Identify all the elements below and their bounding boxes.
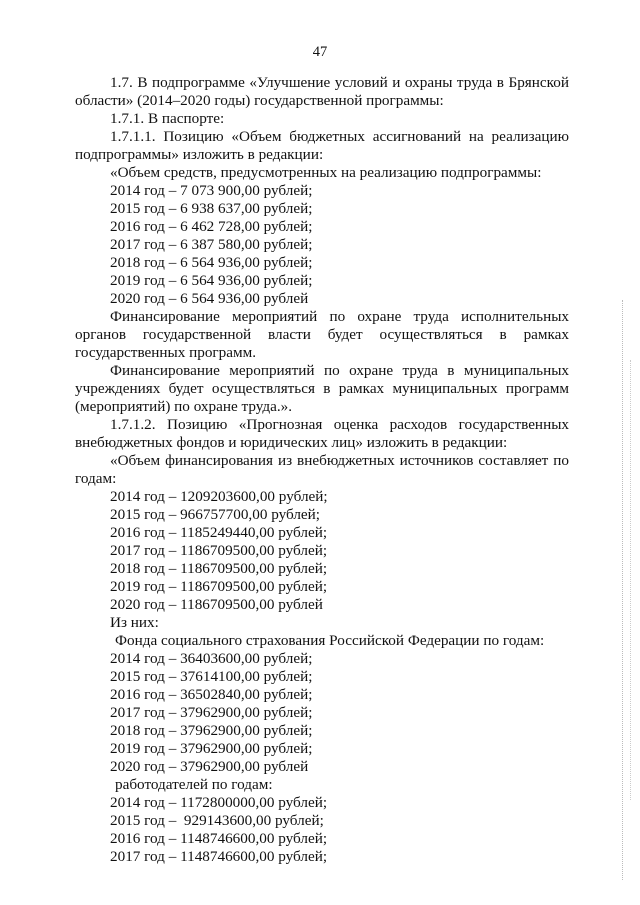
scan-edge-mark (630, 360, 631, 800)
list-item: 2019 год – 37962900,00 рублей; (110, 740, 313, 757)
list-item: 2019 год – 1186709500,00 рублей; (110, 578, 328, 595)
list-item: 2015 год – 966757700,00 рублей; (110, 506, 321, 523)
scan-edge-mark (622, 300, 623, 880)
list-item: 2020 год – 6 564 936,00 рублей (110, 290, 309, 307)
paragraph-line: Фонда социального страхования Российской Федерации по годам: (115, 632, 545, 649)
list-item: 2014 год – 1209203600,00 рублей; (110, 488, 328, 505)
page-number: 47 (312, 44, 328, 60)
paragraph-line: Финансирование мероприятий по охране труда исполнительных (110, 308, 569, 325)
paragraph-line: внебюджетных фондов и юридических лиц» изложить в редакции: (75, 434, 508, 451)
list-item: 2016 год – 1185249440,00 рублей; (110, 524, 328, 541)
list-item: 2014 год – 36403600,00 рублей; (110, 650, 313, 667)
list-item: 2017 год – 37962900,00 рублей; (110, 704, 313, 721)
paragraph-line: государственных программ. (75, 344, 257, 361)
list-item: 2015 год – 37614100,00 рублей; (110, 668, 313, 685)
list-item: 2019 год – 6 564 936,00 рублей; (110, 272, 313, 289)
list-item: 2014 год – 1172800000,00 рублей; (110, 794, 328, 811)
list-item: 2018 год – 6 564 936,00 рублей; (110, 254, 313, 271)
list-item: 2015 год – 6 938 637,00 рублей; (110, 200, 313, 217)
paragraph-line: годам: (75, 470, 117, 487)
paragraph-line: «Объем финансирования из внебюджетных источников составляет по (110, 452, 569, 469)
list-item: 2018 год – 37962900,00 рублей; (110, 722, 313, 739)
list-item: 2014 год – 7 073 900,00 рублей; (110, 182, 313, 199)
paragraph-line: Из них: (110, 614, 159, 631)
list-item: 2016 год – 36502840,00 рублей; (110, 686, 313, 703)
paragraph-line: 1.7.1.2. Позицию «Прогнозная оценка расходов государственных (110, 416, 569, 433)
paragraph-line: 1.7.1.1. Позицию «Объем бюджетных ассигнований на реализацию (110, 128, 569, 145)
paragraph-line: Финансирование мероприятий по охране труда в муниципальных (110, 362, 569, 379)
paragraph-line: 1.7.1. В паспорте: (110, 110, 225, 127)
paragraph-line: (мероприятий) по охране труда.». (75, 398, 293, 415)
paragraph-line: «Объем средств, предусмотренных на реализацию подпрограммы: (110, 164, 542, 181)
list-item: 2020 год – 37962900,00 рублей (110, 758, 309, 775)
list-item: 2018 год – 1186709500,00 рублей; (110, 560, 328, 577)
paragraph-line: 1.7. В подпрограмме «Улучшение условий и охраны труда в Брянской (110, 74, 569, 91)
paragraph-line: подпрограммы» изложить в редакции: (75, 146, 324, 163)
list-item: 2017 год – 1186709500,00 рублей; (110, 542, 328, 559)
paragraph-line: учреждениях будет осуществляться в рамках муниципальных программ (75, 380, 569, 397)
list-item: 2016 год – 6 462 728,00 рублей; (110, 218, 313, 235)
list-item: 2015 год – 929143600,00 рублей; (110, 812, 324, 829)
paragraph-line: области» (2014–2020 годы) государственной программы: (75, 92, 444, 109)
list-item: 2020 год – 1186709500,00 рублей (110, 596, 323, 613)
paragraph-line: работодателей по годам: (115, 776, 273, 793)
list-item: 2016 год – 1148746600,00 рублей; (110, 830, 328, 847)
list-item: 2017 год – 6 387 580,00 рублей; (110, 236, 313, 253)
paragraph-line: органов государственной власти будет осуществляться в рамках (75, 326, 569, 343)
list-item: 2017 год – 1148746600,00 рублей; (110, 848, 328, 865)
